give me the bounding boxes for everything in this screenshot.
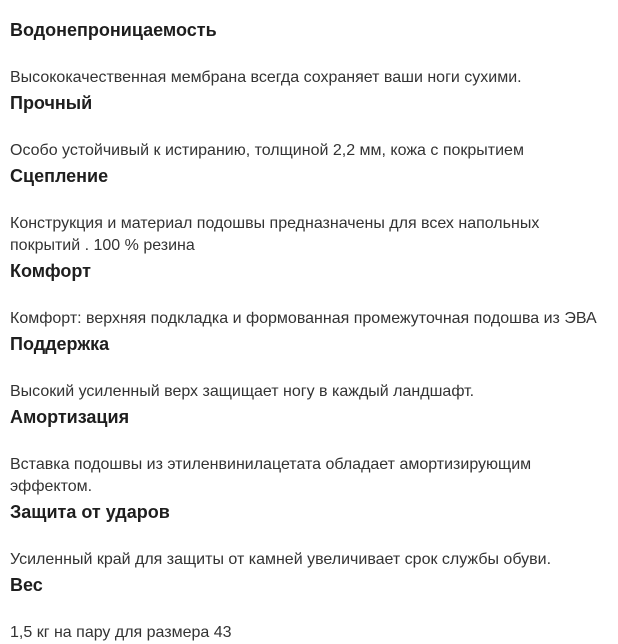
feature-description: Конструкция и материал подошвы предназначены для всех напольных покрытий . 100 % резина xyxy=(10,215,540,254)
feature-title: Водонепроницаемость xyxy=(10,20,217,40)
feature-description: Вставка подошвы из этиленвинилацетата обладает амортизирующим эффектом. xyxy=(10,456,532,495)
feature-impact-protection xyxy=(10,498,610,571)
feature-title: Поддержка xyxy=(10,334,110,354)
feature-description: 1,5 кг на пару для размера 43 xyxy=(10,624,232,641)
feature-title: Вес xyxy=(10,575,43,595)
feature-title: Прочный xyxy=(10,93,93,113)
feature-weight xyxy=(10,571,610,644)
feature-title: Комфорт xyxy=(10,261,91,281)
feature-waterproof xyxy=(10,16,610,89)
feature-description: Усиленный край для защиты от камней увеличивает срок службы обуви. xyxy=(10,551,552,568)
feature-durable xyxy=(10,89,610,162)
feature-grip xyxy=(10,162,610,257)
feature-description: Особо устойчивый к истиранию, толщиной 2,2 мм, кожа с покрытием xyxy=(10,142,524,159)
feature-comfort xyxy=(10,257,610,330)
feature-cushioning xyxy=(10,403,610,498)
feature-description: Комфорт: верхняя подкладка и формованная промежуточная подошва из ЭВА xyxy=(10,310,597,327)
feature-description: Высокий усиленный верх защищает ногу в каждый ландшафт. xyxy=(10,383,475,400)
feature-support xyxy=(10,330,610,403)
feature-title: Защита от ударов xyxy=(10,502,170,522)
feature-title: Амортизация xyxy=(10,407,130,427)
feature-description: Высококачественная мембрана всегда сохраняет ваши ноги сухими. xyxy=(10,69,522,86)
feature-title: Сцепление xyxy=(10,166,109,186)
